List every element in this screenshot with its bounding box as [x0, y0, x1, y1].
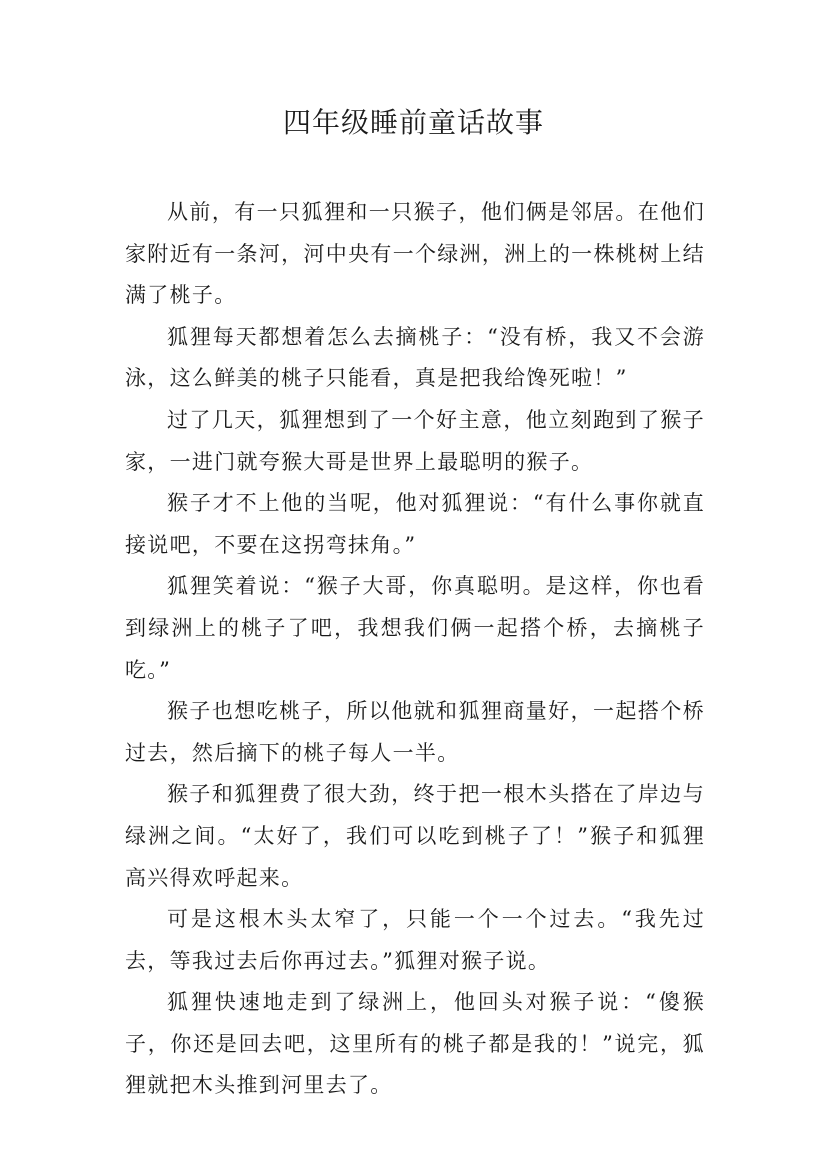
document-title: 四年级睡前童话故事 — [282, 106, 544, 139]
paragraph-9: 狐狸快速地走到了绿洲上，他回头对猴子说：“傻猴子，你还是回去吧，这里所有的桃子都是我的！”说完，狐狸就把木头推到河里去了。 — [125, 990, 705, 1098]
paragraph-4: 猴子才不上他的当呢，他对狐狸说：“有什么事你就直接说吧，不要在这拐弯抹角。” — [125, 491, 705, 557]
paragraph-7: 猴子和狐狸费了很大劲，终于把一根木头搭在了岸边与绿洲之间。“太好了，我们可以吃到桃子了！”猴子和狐狸高兴得欢呼起来。 — [125, 782, 705, 890]
paragraph-5: 狐狸笑着说：“猴子大哥，你真聪明。是这样，你也看到绿洲上的桃子了吧，我想我们俩一起搭个桥，去摘桃子吃。” — [125, 574, 705, 682]
paragraph-3: 过了几天，狐狸想到了一个好主意，他立刻跑到了猴子家，一进门就夸猴大哥是世界上最聪明的猴子。 — [125, 407, 705, 474]
paragraph-6: 猴子也想吃桃子，所以他就和狐狸商量好，一起搭个桥过去，然后摘下的桃子每人一半。 — [125, 699, 705, 765]
paragraph-1: 从前，有一只狐狸和一只猴子，他们俩是邻居。在他们家附近有一条河，河中央有一个绿洲，洲上的一株桃树上结满了桃子。 — [125, 200, 705, 308]
story-body — [125, 192, 705, 1107]
paragraph-2: 狐狸每天都想着怎么去摘桃子：“没有桥，我又不会游泳，这么鲜美的桃子只能看，真是把我给馋死啦！” — [125, 324, 705, 391]
paragraph-8: 可是这根木头太窄了，只能一个一个过去。“我先过去，等我过去后你再过去。”狐狸对猴子说。 — [125, 907, 705, 973]
